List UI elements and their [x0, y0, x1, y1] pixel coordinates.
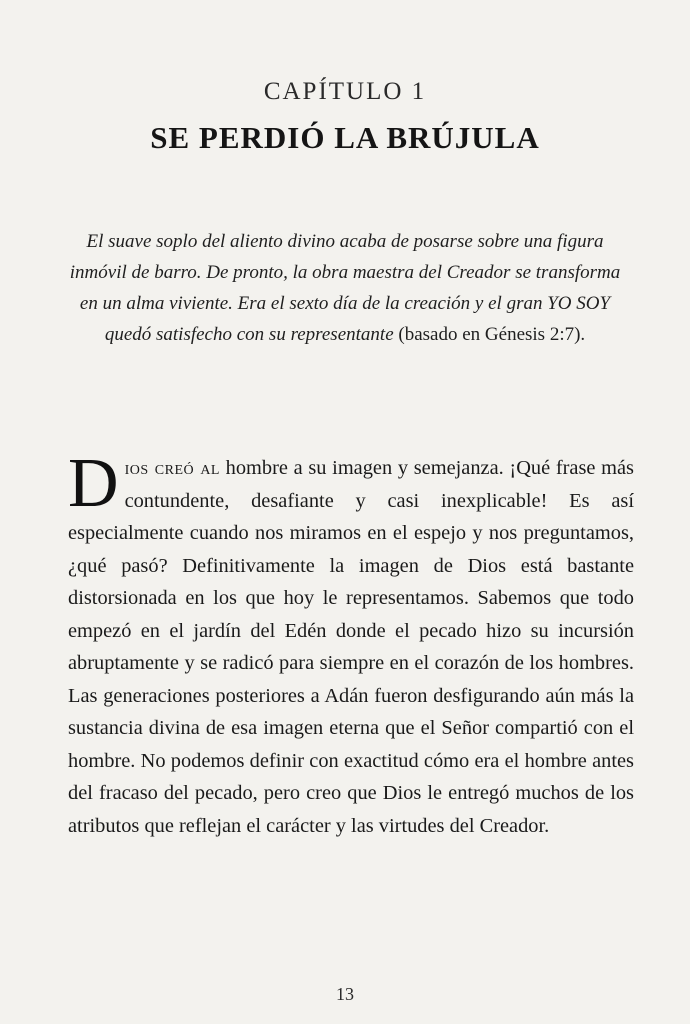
epigraph-text: El suave soplo del aliento divino acaba de posarse sobre una figura inmóvil de barro. De pronto, la obra maestra del Creador se transforma en un alma viviente. Era el sexto día de la creación y el gran YO SOY quedó satisfecho con su representante: [69, 231, 621, 345]
lead-in-smallcaps: ios creó al: [124, 457, 220, 479]
chapter-title: SE PERDIÓ LA BRÚJULA: [150, 120, 540, 155]
page-number: 13: [336, 984, 354, 1004]
body-paragraph: [68, 445, 634, 842]
epigraph: [60, 226, 630, 350]
chapter-label: CAPÍTULO 1: [263, 78, 427, 105]
epigraph-reference: (basado en Génesis 2:7).: [393, 324, 586, 345]
drop-cap: D: [68, 445, 119, 522]
paragraph-text: hombre a su imagen y semejanza. ¡Qué frase más contundente, desafiante y casi inexplicable! Es así especialmente cuando nos miramos en el espejo y nos preguntamos, ¿qué pasó? Definitivamente la imagen de Dios está bastante distorsionada en los que hoy le representamos. Sabemos que todo empezó en el jardín del Edén donde el pecado hizo su incursión abruptamente y se radicó para siempre en el corazón de los hombres. Las generaciones posteriores a Adán fueron desfigurando aún más la sustancia divina de esa imagen eterna que el Señor compartió con el hombre. No podemos definir con exactitud cómo era el hombre antes del fracaso del pecado, pero creo que Dios le entregó muchos de los atributos que reflejan el carácter y las virtudes del Creador.: [68, 457, 634, 837]
